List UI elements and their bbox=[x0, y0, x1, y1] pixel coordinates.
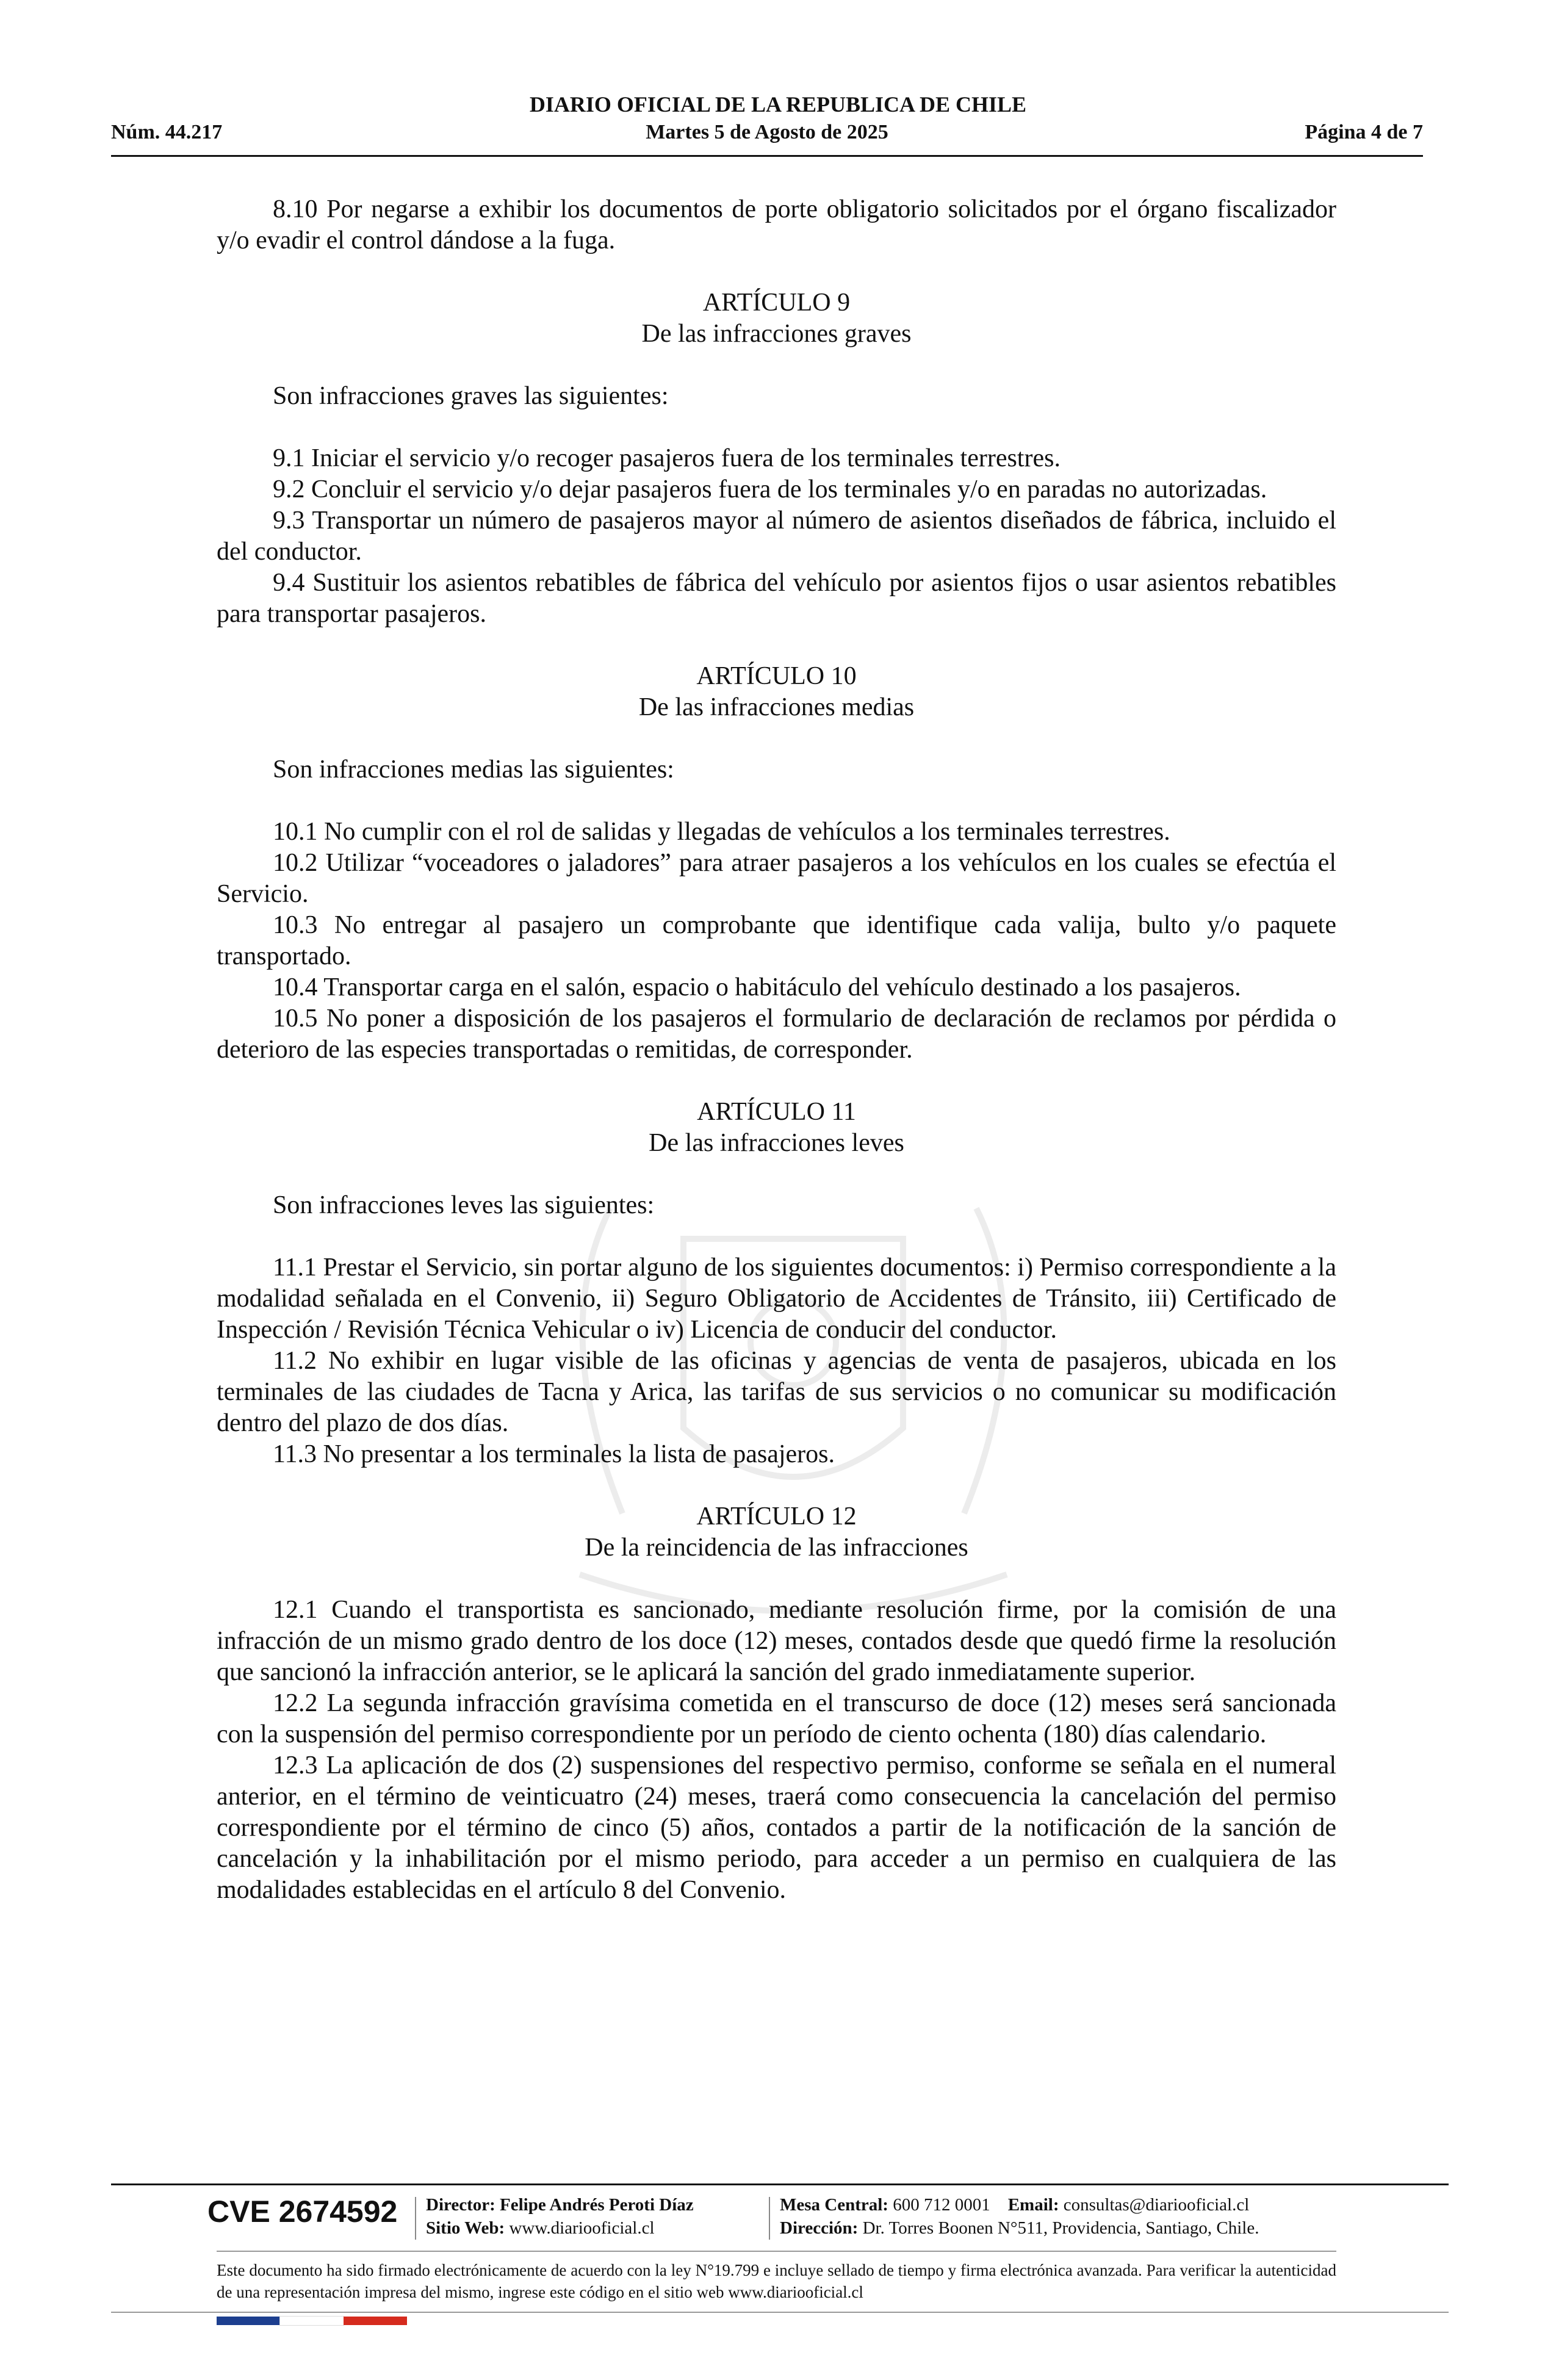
page-indicator: Página 4 de 7 bbox=[1305, 121, 1423, 143]
director-label: Director: bbox=[426, 2195, 495, 2215]
flag-blue-segment bbox=[217, 2317, 280, 2325]
item-11-1: 11.1 Prestar el Servicio, sin portar alguno de los siguientes documentos: i) Permiso correspondiente a la modalidad señalada en el Convenio, ii) Seguro Obligatorio de Accidentes de Tránsito, iii) Certificado de Inspección / Revisión Técnica Vehicular o iv) Licencia de conducir del conductor. bbox=[217, 1253, 1336, 1344]
footer-separator bbox=[415, 2197, 416, 2240]
item-11-2: 11.2 No exhibir en lugar visible de las oficinas y agencias de venta de pasajeros, ubicada en los terminales de las ciudades de Tacna y Arica, las tarifas de sus servicios o no comunicar su modificación dentro del plazo de dos días. bbox=[217, 1347, 1336, 1437]
email-label: Email: bbox=[1007, 2195, 1059, 2215]
phone-label: Mesa Central: bbox=[780, 2195, 888, 2215]
item-11-3: 11.3 No presentar a los terminales la lista de pasajeros. bbox=[273, 1440, 835, 1468]
footer-divider-bottom bbox=[111, 2312, 1449, 2313]
flag-red-segment bbox=[344, 2317, 407, 2325]
item-9-4: 9.4 Sustituir los asientos rebatibles de fábrica del vehículo por asientos fijos o usar asientos rebatibles para transportar pasajeros. bbox=[217, 569, 1336, 628]
article-11-heading: ARTÍCULO 11 bbox=[697, 1098, 856, 1126]
item-9-1: 9.1 Iniciar el servicio y/o recoger pasajeros fuera de los terminales terrestres. bbox=[273, 444, 1061, 472]
footer-separator bbox=[769, 2197, 770, 2240]
item-9-3: 9.3 Transportar un número de pasajeros mayor al número de asientos diseñados de fábrica, incluido el del conductor. bbox=[217, 507, 1336, 566]
address-label: Dirección: bbox=[780, 2218, 859, 2238]
flag-white-segment bbox=[280, 2317, 344, 2325]
issue-date: Martes 5 de Agosto de 2025 bbox=[646, 121, 888, 143]
article-12-heading: ARTÍCULO 12 bbox=[696, 1502, 857, 1531]
header-row bbox=[111, 121, 1423, 149]
director-name: Felipe Andrés Peroti Díaz bbox=[500, 2195, 694, 2215]
chile-flag-stripe bbox=[217, 2317, 407, 2325]
item-10-5: 10.5 No poner a disposición de los pasajeros el formulario de declaración de reclamos por pérdida o deterioro de las especies transportadas o remitidas, de corresponder. bbox=[217, 1004, 1336, 1064]
footer-contact-block bbox=[780, 2193, 1259, 2240]
item-10-1: 10.1 No cumplir con el rol de salidas y llegadas de vehículos a los terminales terrestres. bbox=[273, 818, 1170, 846]
item-12-2: 12.2 La segunda infracción gravísima cometida en el transcurso de doce (12) meses será sancionada con la suspensión del permiso correspondiente por un período de ciento ochenta (180) días calendario. bbox=[217, 1689, 1336, 1748]
footer-divider-middle bbox=[217, 2251, 1336, 2252]
email-link[interactable]: consultas@diariooficial.cl bbox=[1063, 2195, 1250, 2215]
item-10-3: 10.3 No entregar al pasajero un comprobante que identifique cada valija, bulto y/o paquete transportado. bbox=[217, 911, 1336, 970]
article-9-subheading: De las infracciones graves bbox=[641, 320, 912, 348]
article-11-subheading: De las infracciones leves bbox=[649, 1129, 904, 1157]
footer-director-block bbox=[426, 2193, 694, 2240]
article-10-intro: Son infracciones medias las siguientes: bbox=[273, 755, 674, 784]
item-10-2: 10.2 Utilizar “voceadores o jaladores” para atraer pasajeros a los vehículos en los cuales se efectúa el Servicio. bbox=[217, 849, 1336, 908]
item-10-4: 10.4 Transportar carga en el salón, espacio o habitáculo del vehículo destinado a los pasajeros. bbox=[273, 973, 1241, 1001]
site-link[interactable]: www.diariooficial.cl bbox=[509, 2218, 655, 2238]
item-12-3: 12.3 La aplicación de dos (2) suspensiones del respectivo permiso, conforme se señala en el numeral anterior, en el término de veinticuatro (24) meses, traerá como consecuencia la cancelación del permiso correspondiente por el término de cinco (5) años, contados a partir de la notificación de la sanción de cancelación y la inhabilitación por el mismo periodo, para acceder a un permiso en cualquiera de las modalidades establecidas en el artículo 8 del Convenio. bbox=[217, 1751, 1336, 1904]
issue-number: Núm. 44.217 bbox=[111, 121, 223, 143]
site-label: Sitio Web: bbox=[426, 2218, 505, 2238]
item-9-2: 9.2 Concluir el servicio y/o dejar pasajeros fuera de los terminales y/o en paradas no autorizadas. bbox=[273, 475, 1267, 503]
article-10-heading: ARTÍCULO 10 bbox=[696, 662, 857, 690]
newspaper-title: DIARIO OFICIAL DE LA REPUBLICA DE CHILE bbox=[529, 92, 1027, 117]
document-body bbox=[217, 194, 1336, 1906]
paragraph-8-10: 8.10 Por negarse a exhibir los documentos de porte obligatorio solicitados por el órgano fiscalizador y/o evadir el control dándose a la fuga. bbox=[217, 195, 1336, 254]
article-9-heading: ARTÍCULO 9 bbox=[702, 289, 851, 317]
article-12-subheading: De la reincidencia de las infracciones bbox=[585, 1534, 968, 1562]
item-12-1: 12.1 Cuando el transportista es sancionado, mediante resolución firme, por la comisión de una infracción de un mismo grado dentro de los doce (12) meses, contados desde que quedó firme la resolución que sancionó la infracción anterior, se le aplicará la sanción del grado inmediatamente superior. bbox=[217, 1596, 1336, 1686]
article-11-intro: Son infracciones leves las siguientes: bbox=[273, 1191, 655, 1219]
phone-value: 600 712 0001 bbox=[893, 2195, 990, 2215]
header-divider bbox=[111, 155, 1423, 157]
article-10-subheading: De las infracciones medias bbox=[638, 693, 915, 721]
address-value: Dr. Torres Boonen N°511, Providencia, Santiago, Chile. bbox=[862, 2218, 1259, 2238]
footer-divider-top bbox=[111, 2183, 1449, 2185]
article-9-intro: Son infracciones graves las siguientes: bbox=[273, 382, 669, 410]
cve-code: CVE 2674592 bbox=[207, 2194, 398, 2229]
legal-notice: Este documento ha sido firmado electrónicamente de acuerdo con la ley N°19.799 e incluye sellado de tiempo y firma electrónica avanzada. Para verificar la autenticidad de una representación impresa del mismo, ingrese este código en el sitio web www.diariooficial.cl bbox=[217, 2261, 1336, 2301]
